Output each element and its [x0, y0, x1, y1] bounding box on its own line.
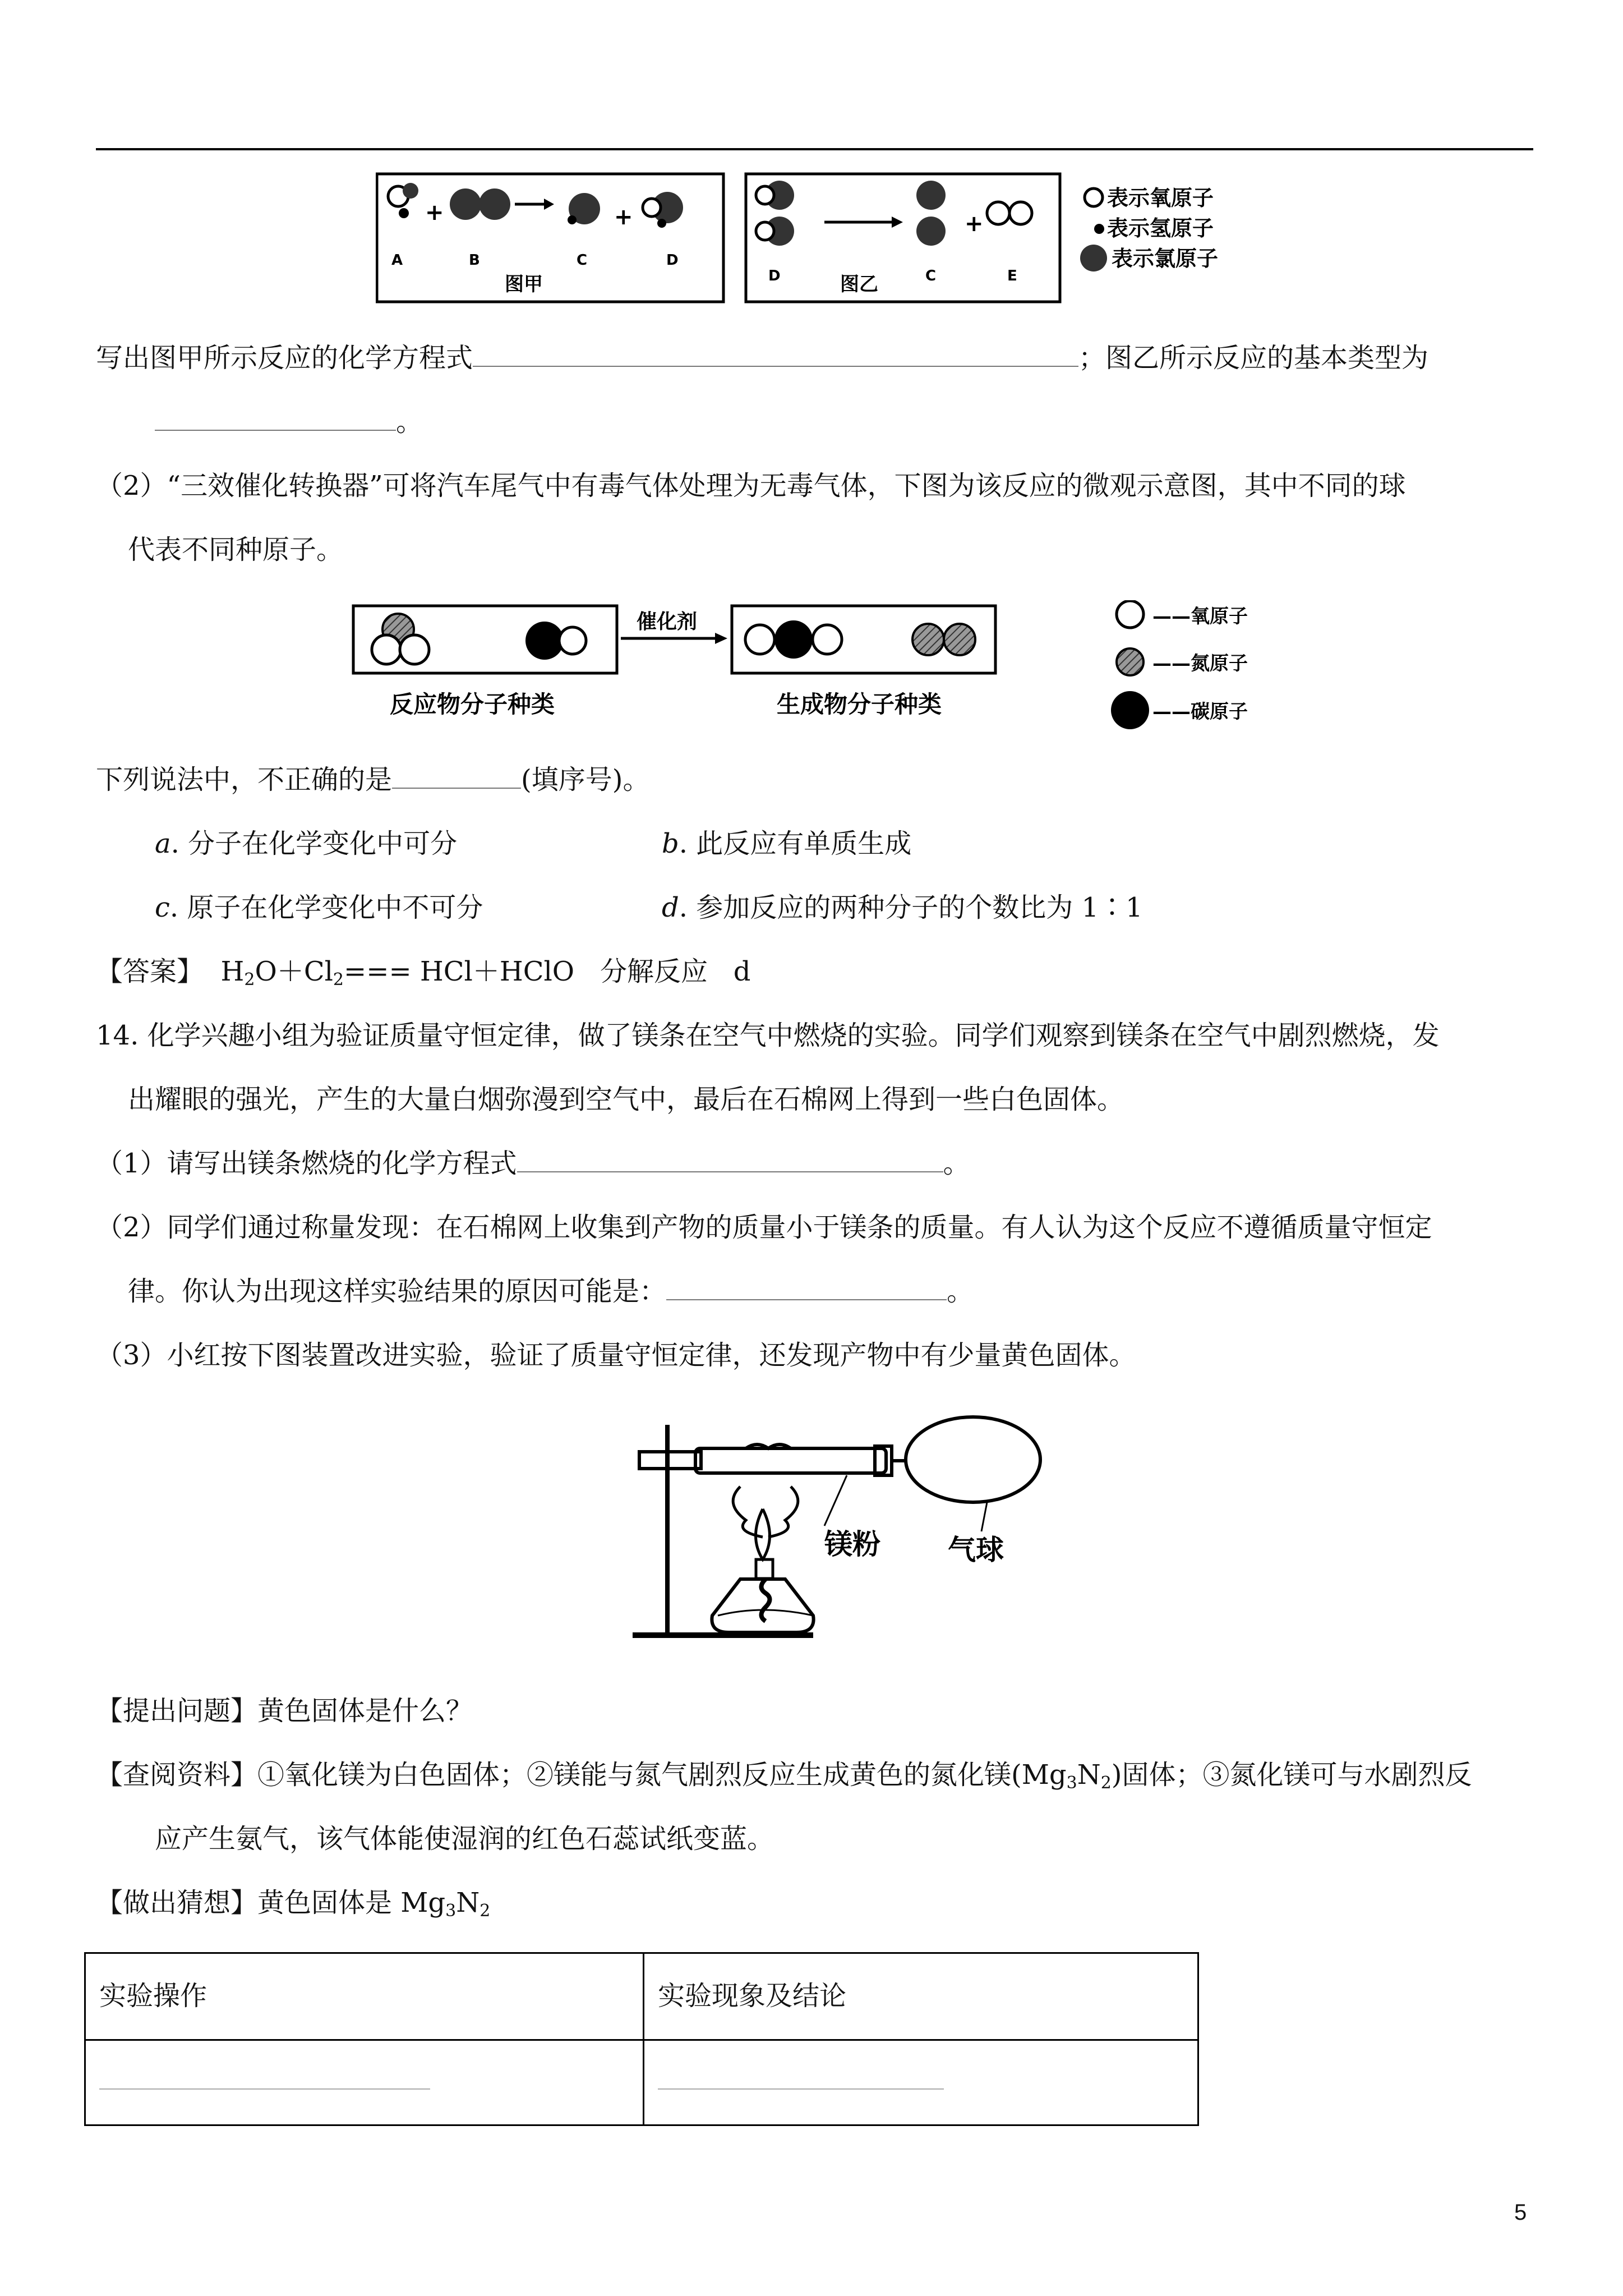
balloon-label: 气球 — [948, 1534, 1004, 1566]
fig1-label-a: A — [391, 252, 403, 269]
option-d-letter: d — [662, 892, 679, 923]
q14-equation-blank[interactable] — [517, 1171, 943, 1172]
q13-type-blank[interactable] — [155, 430, 396, 431]
q14-p3: （3）小红按下图装置改进实验，验证了质量守恒定律，还发现产物中有少量黄色固体。 — [96, 1340, 1136, 1371]
fig2-legend-carbon: ——碳原子 — [1152, 701, 1248, 723]
option-a-text: . 分子在化学变化中可分 — [170, 828, 458, 859]
answer-o-cl: O＋Cl — [255, 956, 333, 987]
q14-references-line2: 应产生氨气，该气体能使湿润的红色石蕊试纸变蓝。 — [155, 1823, 774, 1855]
q14-p2-line2 — [128, 1274, 974, 1308]
table-header-operation: 实验操作 — [99, 1980, 208, 2012]
q13-ask-end: (填序号)。 — [521, 764, 650, 795]
table-blank-result[interactable] — [658, 2088, 944, 2090]
fig1-label-c2: C — [925, 268, 937, 284]
answer-equation-rest: === HCl＋HClO — [344, 956, 575, 987]
page-number: 5 — [1514, 2200, 1527, 2225]
top-rule — [96, 148, 1533, 150]
guess-sub-2: 2 — [479, 1901, 491, 1921]
reaction-figure-1 — [376, 168, 1295, 309]
ref-sub-3: 3 — [1066, 1773, 1077, 1793]
answer-line — [96, 955, 750, 997]
table-header-result: 实验现象及结论 — [658, 1980, 847, 2012]
q13-ask — [96, 763, 649, 797]
q13-line1 — [96, 341, 1428, 375]
fig1-legend-hydrogen: 表示氢原子 — [1107, 216, 1214, 241]
svg-text:+: + — [425, 200, 444, 226]
option-b-letter: b — [662, 828, 679, 859]
q13-line2 — [155, 405, 423, 439]
q14-p1-text: （1）请写出镁条燃烧的化学方程式 — [96, 1148, 517, 1179]
answer-cl-sub: 2 — [333, 970, 344, 990]
q13-ask-text: 下列说法中，不正确的是 — [96, 764, 393, 795]
guess-n: N — [456, 1887, 480, 1918]
q14-reason-blank[interactable] — [666, 1299, 947, 1300]
q14-guess — [96, 1886, 490, 1928]
option-d-text: . 参加反应的两种分子的个数比为 1∶1 — [679, 892, 1143, 923]
answer-h-sub: 2 — [244, 970, 255, 990]
svg-text:+: + — [614, 204, 633, 230]
svg-text:+: + — [965, 211, 984, 237]
answer-label: 【答案】 — [96, 956, 204, 987]
fig1-legend-oxygen: 表示氧原子 — [1107, 186, 1214, 210]
option-b-text: . 此反应有单质生成 — [679, 828, 912, 859]
catalyst-label: 催化剂 — [637, 610, 698, 633]
option-c-text: . 原子在化学变化中不可分 — [169, 892, 483, 923]
apparatus-figure — [628, 1408, 1066, 1644]
experiment-table — [84, 1952, 1199, 2126]
option-a — [155, 827, 457, 861]
option-d — [662, 891, 1143, 924]
q14-p2-text: 律。你认为出现这样实验结果的原因可能是： — [128, 1276, 667, 1307]
fig1-label-b: B — [469, 252, 480, 269]
q14-stem-line2: 出耀眼的强光，产生的大量白烟弥漫到空气中，最后在石棉网上得到一些白色固体。 — [128, 1084, 1124, 1115]
fig1-caption-yi: 图乙 — [840, 273, 878, 296]
fig1-label-c: C — [577, 252, 588, 269]
fig1-label-e: E — [1007, 268, 1017, 284]
ref-text-b: )固体；③氮化镁可与水剧烈反 — [1111, 1759, 1472, 1791]
fig1-legend-chlorine: 表示氯原子 — [1112, 246, 1219, 271]
ref-sub-2: 2 — [1100, 1773, 1112, 1793]
q13-p2-line2: 代表不同种原子。 — [128, 534, 344, 565]
option-c — [155, 891, 483, 924]
q14-stem-line1: 14. 化学兴趣小组为验证质量守恒定律，做了镁条在空气中燃烧的实验。同学们观察到镁条在空气中剧烈燃烧，发 — [96, 1020, 1440, 1051]
q14-p2-line1: （2）同学们通过称量发现：在石棉网上收集到产物的质量小于镁条的质量。有人认为这个反应不遵循质量守恒定 — [96, 1212, 1432, 1243]
fig1-label-d2: D — [768, 268, 781, 284]
table-blank-operation[interactable] — [99, 2088, 430, 2090]
option-a-letter: a — [155, 828, 171, 859]
ref-n: N — [1077, 1759, 1101, 1791]
q13-line1-text-b: ；图乙所示反应的基本类型为 — [1078, 342, 1429, 374]
answer-h: H — [220, 956, 245, 987]
catalyst-figure — [351, 600, 1287, 740]
answer-choice: d — [733, 956, 751, 987]
guess-sub-3: 3 — [445, 1901, 457, 1921]
fig1-caption-jia: 图甲 — [505, 273, 543, 296]
fig2-legend-nitrogen: ——氮原子 — [1152, 652, 1248, 675]
q13-line2-end: 。 — [396, 406, 423, 438]
q13-p2-line1: （2）“三效催化转换器”可将汽车尾气中有毒气体处理为无毒气体，下图为该反应的微观示意图，其中不同的球 — [96, 470, 1406, 501]
q14-p1 — [96, 1147, 970, 1180]
reactants-caption: 反应物分子种类 — [390, 691, 555, 718]
products-caption: 生成物分子种类 — [777, 691, 942, 718]
guess-text: 【做出猜想】黄色固体是 Mg — [96, 1887, 446, 1918]
q14-references-line1 — [96, 1758, 1472, 1800]
q13-choice-blank[interactable] — [392, 788, 521, 789]
fig1-label-d: D — [666, 252, 679, 269]
fig2-legend-oxygen: ——氧原子 — [1152, 605, 1248, 628]
ref-text-a: 【查阅资料】①氧化镁为白色固体；②镁能与氮气剧烈反应生成黄色的氮化镁(Mg — [96, 1759, 1067, 1791]
magnesium-powder-label: 镁粉 — [824, 1528, 880, 1561]
q14-question: 【提出问题】黄色固体是什么？ — [96, 1695, 473, 1727]
q14-p1-end: 。 — [943, 1148, 970, 1179]
answer-reaction-type: 分解反应 — [600, 956, 708, 987]
option-c-letter: c — [155, 892, 170, 923]
q13-equation-blank[interactable] — [473, 366, 1078, 367]
q14-p2-end: 。 — [947, 1276, 974, 1307]
option-b — [662, 827, 911, 861]
q13-line1-text-a: 写出图甲所示反应的化学方程式 — [96, 342, 473, 374]
